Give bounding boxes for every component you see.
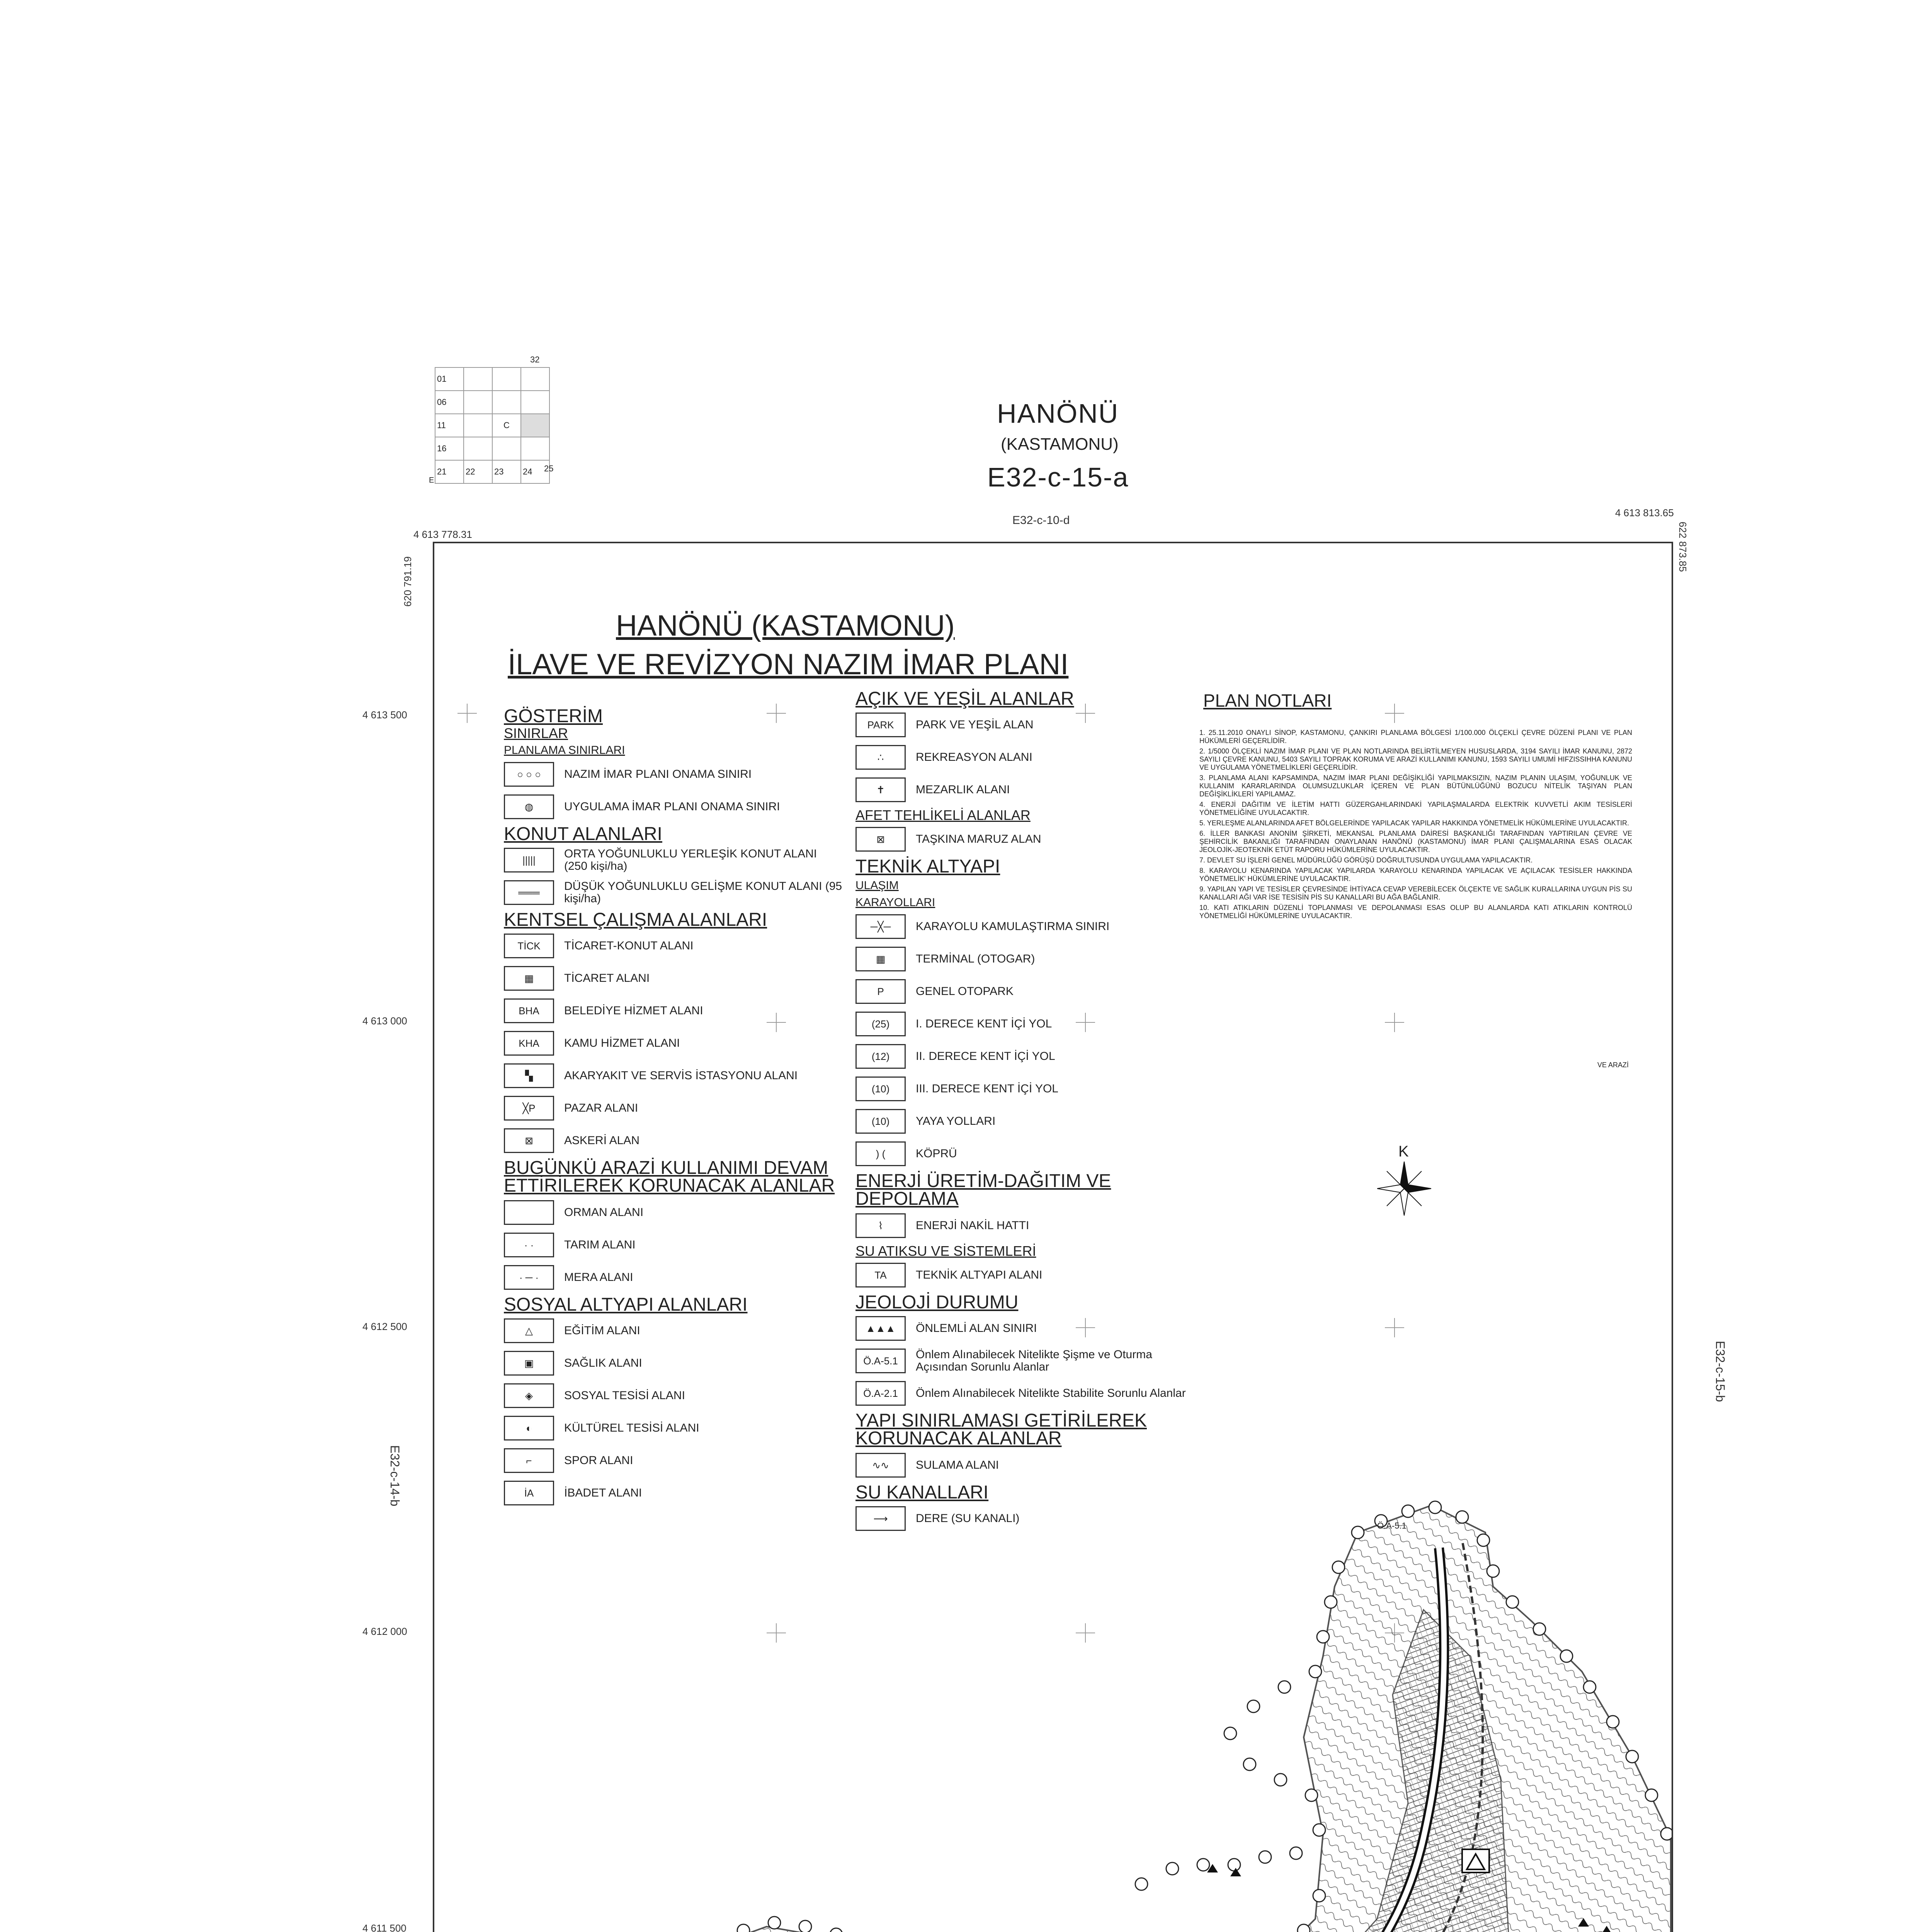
legend-item <box>855 945 1194 973</box>
legend-label: NAZIM İMAR PLANI ONAMA SINIRI <box>564 768 752 781</box>
left-neighbor-sheet: E32-c-14-b <box>388 1445 402 1507</box>
legend-item <box>504 1349 842 1377</box>
legend-item <box>504 1447 842 1475</box>
legend-item <box>504 1094 842 1122</box>
legend-symbol-icon: ▣ <box>504 1351 554 1376</box>
legend-item <box>855 1315 1194 1342</box>
index-cell-25: 25 <box>544 464 554 473</box>
legend-label: TİCARET ALANI <box>564 972 650 985</box>
legend-symbol-icon: İA <box>504 1481 554 1505</box>
legend-label: SOSYAL TESİSİ ALANI <box>564 1389 685 1402</box>
legend-symbol-icon: KHA <box>504 1031 554 1056</box>
legend-item <box>855 1140 1194 1168</box>
legend-item <box>504 1264 842 1291</box>
legend-item <box>504 997 842 1025</box>
legend-section-heading: PLANLAMA SINIRLARI <box>504 744 625 757</box>
index-cell: 24 <box>521 460 549 483</box>
legend-item <box>855 913 1194 940</box>
legend-section-heading: YAPI SINIRLAMASI GETİRİLEREK KORUNACAK ALANLAR <box>855 1410 1147 1449</box>
legend-label: TAŞKINA MARUZ ALAN <box>916 833 1041 845</box>
legend-item <box>855 1451 1194 1479</box>
legend-item <box>504 846 842 874</box>
sheet-title: HANÖNÜ <box>997 398 1119 429</box>
index-cell: 21 <box>435 460 464 483</box>
legend-item <box>504 932 842 960</box>
corner-top-right: 4 613 813.65 <box>1615 507 1674 519</box>
legend-item <box>504 1479 842 1507</box>
legend-symbol-icon: (25) <box>855 1012 906 1036</box>
legend-symbol-icon: ) ( <box>855 1141 906 1166</box>
legend-label: KÖPRÜ <box>916 1147 957 1160</box>
legend-column-2 <box>855 690 1242 1610</box>
legend-symbol-icon: TİCK <box>504 934 554 958</box>
legend-label: Önlem Alınabilecek Nitelikte Stabilite Sorunlu Alanlar <box>916 1387 1186 1400</box>
legend-symbol-icon: ∴ <box>855 745 906 770</box>
legend-label: SPOR ALANI <box>564 1454 633 1467</box>
legend-label: III. DERECE KENT İÇİ YOL <box>916 1082 1058 1095</box>
plan-note: 10. KATI ATIKLARIN DÜZENLİ TOPLANMASI VE DEPOLANMASI ESAS OLUP BU ALANLARDA KATI ATIKLARIN KONTROLÜ YÖNETMELİĞİ HÜKÜMLERİNE UYULACAKTIR. <box>1199 904 1632 920</box>
legend-item <box>855 1347 1194 1375</box>
legend-symbol-icon: ▲▲▲ <box>855 1316 906 1341</box>
legend-item <box>855 978 1194 1005</box>
plan-note: 6. İLLER BANKASI ANONİM ŞİRKETİ, MEKANSAL PLANLAMA DAİRESİ BAŞKANLIĞI TARAFINDAN YAPTIRILAN ÇEVRE VE ŞEHİRCİLİK BAKANLIĞI TARAFINDAN ONAYLANAN HANÖNÜ (KASTAMONU) İMAR PLANI ÇALIŞMALARINA ESAS OLACAK JEOLOJİK-JEOTEKNİK ETÜT RAPORU HÜKÜMLERİNE UYULACAKTIR. <box>1199 830 1632 854</box>
legend-item <box>504 793 842 821</box>
index-cell: 11 <box>435 414 464 437</box>
right-neighbor-sheet: E32-c-15-b <box>1713 1341 1727 1402</box>
legend-item <box>504 1062 842 1090</box>
legend-symbol-icon: ||||| <box>504 848 554 872</box>
legend-item <box>855 1261 1194 1289</box>
legend-symbol-icon: Ö.A-5.1 <box>855 1349 906 1373</box>
legend-section-heading: ULAŞIM <box>855 879 899 892</box>
northing-label: 4 613 500 <box>362 709 407 721</box>
legend-label: ORMAN ALANI <box>564 1206 644 1219</box>
sheet-province: (KASTAMONU) <box>1001 435 1119 454</box>
plan-note: 8. KARAYOLU KENARINDA YAPILACAK YAPILARDA 'KARAYOLU KENARINDA YAPILACAK VE AÇILACAK TESİSLER HAKKINDA YÖNETMELİK' HÜKÜMLERİNE UYULACAKTIR. <box>1199 867 1632 883</box>
legend-symbol-icon: (12) <box>855 1044 906 1069</box>
legend-label: YAYA YOLLARI <box>916 1115 996 1128</box>
legend-symbol-icon: ─╳─ <box>855 914 906 939</box>
legend-label: KAMU HİZMET ALANI <box>564 1037 680 1049</box>
legend-symbol-icon: ○ ○ ○ <box>504 762 554 787</box>
legend-label: GENEL OTOPARK <box>916 985 1014 998</box>
legend-symbol-icon: (10) <box>855 1077 906 1101</box>
legend-section-heading: AÇIK VE YEŞİL ALANLAR <box>855 689 1074 709</box>
legend-symbol-icon: ⌇ <box>855 1213 906 1238</box>
plan-note: 9. YAPILAN YAPI VE TESİSLER ÇEVRESİNDE İHTİYACA CEVAP VEREBİLECEK ÖLÇEKTE VE SAĞLIK KURALLARINA UYGUN PİS SU KANALLARI AĞI VAR İSE TESİSİN PİS SU KANALLARI BU AĞA BAĞLANIR. <box>1199 885 1632 901</box>
legend-label: TERMİNAL (OTOGAR) <box>916 952 1035 965</box>
legend-label: TARIM ALANI <box>564 1238 636 1251</box>
index-corner: E <box>429 476 434 485</box>
legend-section-heading: KENTSEL ÇALIŞMA ALANLARI <box>504 910 767 930</box>
legend-label: KÜLTÜREL TESİSİ ALANI <box>564 1422 699 1434</box>
index-cell: 06 <box>435 391 464 414</box>
plan-title: HANÖNÜ (KASTAMONU) <box>616 609 955 642</box>
legend-label: ASKERİ ALAN <box>564 1134 640 1147</box>
index-cell: 22 <box>464 460 492 483</box>
legend-symbol-icon: ∿∿ <box>855 1453 906 1478</box>
legend-symbol-icon: ⌐ <box>504 1448 554 1473</box>
legend-symbol-icon: ⟶ <box>855 1506 906 1531</box>
legend-item <box>855 1212 1194 1240</box>
legend-section-heading: SOSYAL ALTYAPI ALANLARI <box>504 1294 748 1315</box>
legend-symbol-icon: · ─ · <box>504 1265 554 1290</box>
legend-label: KARAYOLU KAMULAŞTIRMA SINIRI <box>916 920 1110 933</box>
corner-top-left: 4 613 778.31 <box>413 529 472 540</box>
legend-label: ENERJİ NAKİL HATTI <box>916 1219 1029 1232</box>
legend-label: Önlem Alınabilecek Nitelikte Şişme ve Oturma Açısından Sorunlu Alanlar <box>916 1348 1152 1373</box>
legend-column-1 <box>504 726 859 1592</box>
legend-section-heading: SINIRLAR <box>504 725 568 741</box>
plan-note: 1. 25.11.2010 ONAYLI SİNOP, KASTAMONU, ÇANKIRI PLANLAMA BÖLGESİ 1/100.000 ÖLÇEKLİ ÇEVRE DÜZENİ PLANI VE PLAN HÜKÜMLERİ GEÇERLİDİR. <box>1199 729 1632 745</box>
legend-item <box>504 1127 842 1155</box>
legend-symbol-icon: ◐ <box>504 1416 554 1440</box>
legend-label: BELEDİYE HİZMET ALANI <box>564 1004 703 1017</box>
legend-item <box>855 1075 1194 1103</box>
legend-label: II. DERECE KENT İÇİ YOL <box>916 1050 1055 1063</box>
legend-section-heading: ENERJİ ÜRETİM-DAĞITIM VE DEPOLAMA <box>855 1171 1111 1209</box>
plan-note: 7. DEVLET SU İŞLERİ GENEL MÜDÜRLÜĞÜ GÖRÜŞÜ DOĞRULTUSUNDA UYGULAMA YAPILACAKTIR. <box>1199 856 1533 864</box>
index-cell: 23 <box>492 460 521 483</box>
plan-note: 5. YERLEŞME ALANLARINDA AFET BÖLGELERİNDE YAPILACAK YAPILAR HAKKINDA YÖNETMELİK HÜKÜMLERİNE UYULACAKTIR. <box>1199 819 1629 827</box>
legend-symbol-icon: ⊠ <box>855 827 906 852</box>
legend-section-heading: BUGÜNKÜ ARAZİ KULLANIMI DEVAM ETTİRİLEREK KORUNACAK ALANLAR <box>504 1158 835 1196</box>
legend-label: TEKNİK ALTYAPI ALANI <box>916 1269 1043 1281</box>
plan-subtitle: İLAVE VE REVİZYON NAZIM İMAR PLANI <box>508 648 1069 681</box>
legend-label: DERE (SU KANALI) <box>916 1512 1020 1525</box>
northing-label: 4 612 000 <box>362 1626 407 1637</box>
legend-item <box>855 711 1194 739</box>
legend-item <box>504 1199 842 1226</box>
legend-item <box>855 1107 1194 1135</box>
legend-label: MERA ALANI <box>564 1271 633 1284</box>
sheet-index-grid <box>435 367 550 484</box>
index-cell: 16 <box>435 437 464 460</box>
legend-symbol-icon: ▦ <box>855 947 906 971</box>
legend-item <box>855 743 1194 771</box>
sheet-code: E32-c-15-a <box>987 462 1129 492</box>
plan-notes-title: PLAN NOTLARI <box>1203 690 1332 711</box>
northing-label: 4 612 500 <box>362 1321 407 1332</box>
legend-label: EĞİTİM ALANI <box>564 1324 640 1337</box>
legend-item <box>855 776 1194 804</box>
legend-item <box>855 1379 1194 1407</box>
legend-symbol-icon: P <box>855 979 906 1004</box>
legend-symbol-icon: ✝ <box>855 777 906 802</box>
legend-label: SAĞLIK ALANI <box>564 1357 642 1369</box>
legend-label: PARK VE YEŞİL ALAN <box>916 718 1034 731</box>
legend-section-heading: KARAYOLLARI <box>855 896 935 909</box>
northing-label: 4 611 500 <box>362 1922 406 1932</box>
legend-symbol-icon: ⊠ <box>504 1128 554 1153</box>
legend-section-heading: TEKNİK ALTYAPI <box>855 856 1000 877</box>
legend-symbol-icon: ╳P <box>504 1096 554 1121</box>
legend-label: DÜŞÜK YOĞUNLUKLU GELİŞME KONUT ALANI (95 kişi/ha) <box>564 880 842 905</box>
map-label-oa: Ö.A-5.1 <box>1377 1521 1406 1531</box>
legend-label: AKARYAKIT VE SERVİS İSTASYONU ALANI <box>564 1069 798 1082</box>
legend-item <box>504 1029 842 1057</box>
legend-label: MEZARLIK ALANI <box>916 783 1010 796</box>
legend-label: ORTA YOĞUNLUKLU YERLEŞİK KONUT ALANI (250 kişi/ha) <box>564 847 817 872</box>
legend-label: I. DERECE KENT İÇİ YOL <box>916 1017 1052 1030</box>
legend-symbol-icon: (10) <box>855 1109 906 1134</box>
legend-heading: GÖSTERİM <box>504 706 603 726</box>
plan-note: 2. 1/5000 ÖLÇEKLİ NAZIM İMAR PLANI VE PLAN NOTLARINDA BELİRTİLMEYEN HUSUSLARDA, 3194 SAYILI İMAR KANUNU, 2872 SAYILI ÇEVRE KANUNU, 5403 SAYILI TOPRAK KORUMA VE ARAZİ KULLANIMI KANUNU, 1593 SAYILI UMUMİ HIFZISSIHHA KANUNU VE UYGULAMA YÖNETMELİKLERİ GEÇERLİDİR. <box>1199 747 1632 771</box>
legend-symbol-icon: PARK <box>855 713 906 737</box>
legend-section-heading: JEOLOJİ DURUMU <box>855 1292 1019 1313</box>
legend-symbol-icon: Ö.A-2.1 <box>855 1381 906 1406</box>
legend-symbol-icon: TA <box>855 1263 906 1287</box>
legend-item <box>504 1231 842 1259</box>
legend-item <box>855 825 1194 853</box>
legend-section-heading: SU KANALLARI <box>855 1482 989 1503</box>
legend-symbol-icon: ◈ <box>504 1383 554 1408</box>
legend-label: İBADET ALANI <box>564 1486 642 1499</box>
plan-note: 4. ENERJİ DAĞITIM VE İLETİM HATTI GÜZERGAHLARINDAKİ YAPILAŞMALARDA ELEKTRİK KUVVETLİ AKIM TESİSLERİ YÖNETMELİĞİNE UYULACAKTIR. <box>1199 801 1632 816</box>
legend-section-heading: KONUT ALANLARI <box>504 824 662 844</box>
legend-item <box>855 1505 1194 1532</box>
plan-notes-signature: VE ARAZİ <box>1597 1061 1629 1069</box>
northing-label: 4 613 000 <box>362 1015 407 1027</box>
legend-label: TİCARET-KONUT ALANI <box>564 939 694 952</box>
legend-item <box>504 1382 842 1410</box>
legend-item <box>504 964 842 992</box>
legend-symbol-icon: △ <box>504 1318 554 1343</box>
top-neighbor-sheet: E32-c-10-d <box>1012 514 1070 527</box>
legend-label: SULAMA ALANI <box>916 1459 999 1471</box>
index-number: 32 <box>530 355 540 364</box>
index-cell: C <box>492 414 521 437</box>
north-arrow-icon <box>1377 1162 1431 1216</box>
legend-symbol-icon: · · <box>504 1233 554 1257</box>
north-label: K <box>1398 1143 1409 1160</box>
legend-item <box>855 1043 1194 1070</box>
legend-label: PAZAR ALANI <box>564 1102 638 1114</box>
legend-section-heading: AFET TEHLİKELİ ALANLAR <box>855 807 1031 823</box>
corner-left-top-x: 620 791.19 <box>402 556 413 607</box>
legend-label: UYGULAMA İMAR PLANI ONAMA SINIRI <box>564 800 780 813</box>
corner-right-top-x: 622 873.85 <box>1677 522 1689 572</box>
legend-item <box>504 760 842 788</box>
legend-item <box>504 879 842 906</box>
legend-symbol-icon: ▦ <box>504 966 554 991</box>
plan-note: 3. PLANLAMA ALANI KAPSAMINDA, NAZIM İMAR PLANI DEĞİŞİKLİĞİ YAPILMAKSIZIN, NAZIM PLANIN ULAŞIM, YOĞUNLUK VE KULLANIM KARARLARINDA OLUMSUZLUKLAR İÇEREN VE PLAN BÜTÜNLÜĞÜNÜ BOZUCU NİTELİK TAŞIYAN PLAN DEĞİŞİKLİKLERİ YAPILAMAZ. <box>1199 774 1632 798</box>
legend-symbol-icon: ▚ <box>504 1063 554 1088</box>
legend-item <box>504 1414 842 1442</box>
legend-section-heading: SU ATIKSU VE SİSTEMLERİ <box>855 1243 1036 1259</box>
legend-label: ÖNLEMLİ ALAN SINIRI <box>916 1322 1037 1335</box>
index-cell: 01 <box>435 367 464 391</box>
legend-symbol-icon <box>504 1200 554 1225</box>
legend-symbol-icon: ◍ <box>504 794 554 819</box>
legend-symbol-icon: BHA <box>504 998 554 1023</box>
legend-symbol-icon: ═══ <box>504 880 554 905</box>
legend-item <box>504 1317 842 1345</box>
plan-notes-body <box>1199 729 1632 922</box>
legend-item <box>855 1010 1194 1038</box>
map-frame <box>433 542 1673 1932</box>
legend-label: REKREASYON ALANI <box>916 751 1032 764</box>
